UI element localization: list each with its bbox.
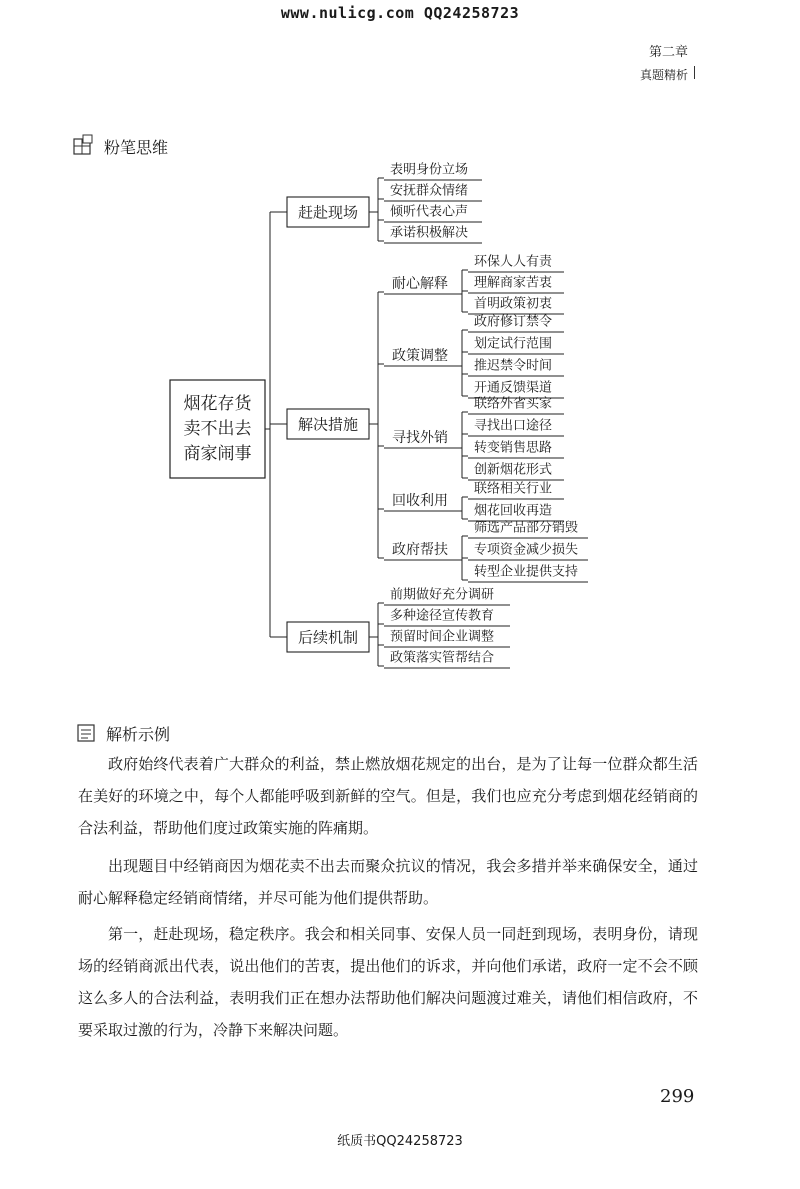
leaf-node: 创新烟花形式 [474, 462, 553, 478]
leaf-node: 转变销售思路 [474, 440, 553, 456]
sub-branch-node: 政府帮扶 [392, 542, 448, 558]
leaf-node: 寻找出口途径 [474, 418, 553, 434]
leaf-node: 安抚群众情绪 [390, 183, 469, 199]
leaf-node: 联络相关行业 [474, 481, 553, 497]
leaf-node: 烟花回收再造 [474, 503, 553, 519]
section-title-fenbi-thinking: 粉笔思维 [104, 138, 169, 157]
leaf-node: 转型企业提供支持 [474, 564, 579, 580]
leaf-node: 环保人人有责 [474, 254, 553, 270]
leaf-node: 首明政策初衷 [474, 296, 553, 312]
chapter-label: 第二章 [648, 45, 688, 60]
leaf-node: 承诺积极解决 [390, 225, 469, 241]
section-title-analysis: 解析示例 [106, 725, 171, 744]
branch-node-measures: 解决措施 [297, 415, 359, 434]
subchapter-label: 真题精析 [639, 68, 688, 82]
branch-node-followup: 后续机制 [297, 628, 359, 647]
analysis-icon [77, 724, 95, 746]
root-node-line: 烟花存货 [183, 394, 252, 414]
leaf-node: 专项资金减少损失 [474, 542, 579, 558]
footer-watermark: 纸质书QQ24258723 [337, 1134, 463, 1149]
sub-branch-node: 回收利用 [392, 493, 448, 509]
sub-branch-node: 政策调整 [392, 348, 448, 364]
leaf-node: 预留时间企业调整 [390, 629, 495, 645]
branch-node-arrive: 赶赴现场 [297, 203, 359, 222]
leaf-node: 推迟禁令时间 [474, 358, 553, 374]
leaf-node: 划定试行范围 [474, 336, 553, 352]
leaf-node: 理解商家苦衷 [474, 275, 553, 291]
leaf-node: 筛选产品部分销毁 [474, 520, 579, 536]
sub-branch-node: 耐心解释 [392, 276, 448, 292]
leaf-node: 联络外省买家 [474, 396, 553, 412]
leaf-node: 政府修订禁令 [474, 314, 553, 330]
leaf-node: 倾听代表心声 [390, 204, 469, 220]
root-node-line: 卖不出去 [183, 419, 252, 439]
header-watermark-url: www.nulicg.com QQ24258723 [280, 4, 520, 22]
root-node-line: 商家闹事 [183, 444, 252, 464]
page-number: 299 [660, 1086, 695, 1107]
leaf-node: 前期做好充分调研 [390, 587, 495, 603]
leaf-node: 多种途径宣传教育 [390, 608, 495, 624]
leaf-node: 表明身份立场 [390, 162, 469, 178]
paragraph-3: 第一，赶赴现场，稳定秩序。我会和相关同事、安保人员一同赶到现场，表明身份，请现场的经销商派出代表，说出他们的苦衷，提出他们的诉求，并向他们承诺，政府一定不会不顾这么多人的合法利益，表明我们正在想办法帮助他们解决问题渡过难关，请他们相信政府，不要采取过激的行为，冷静下来解决问题。 [78, 925, 698, 1039]
paragraph-1: 政府始终代表着广大群众的利益，禁止燃放烟花规定的出台，是为了让每一位群众都生活在美好的环境之中，每个人都能呼吸到新鲜的空气。但是，我们也应充分考虑到烟花经销商的合法利益，帮助他们度过政策实施的阵痛期。 [78, 755, 698, 837]
paragraph-2: 出现题目中经销商因为烟花卖不出去而聚众抗议的情况，我会多措并举来确保安全，通过耐心解释稳定经销商情绪，并尽可能为他们提供帮助。 [78, 857, 698, 907]
leaf-node: 政策落实管帮结合 [390, 650, 495, 666]
leaf-node: 开通反馈渠道 [474, 380, 553, 396]
sub-branch-node: 寻找外销 [392, 430, 448, 446]
